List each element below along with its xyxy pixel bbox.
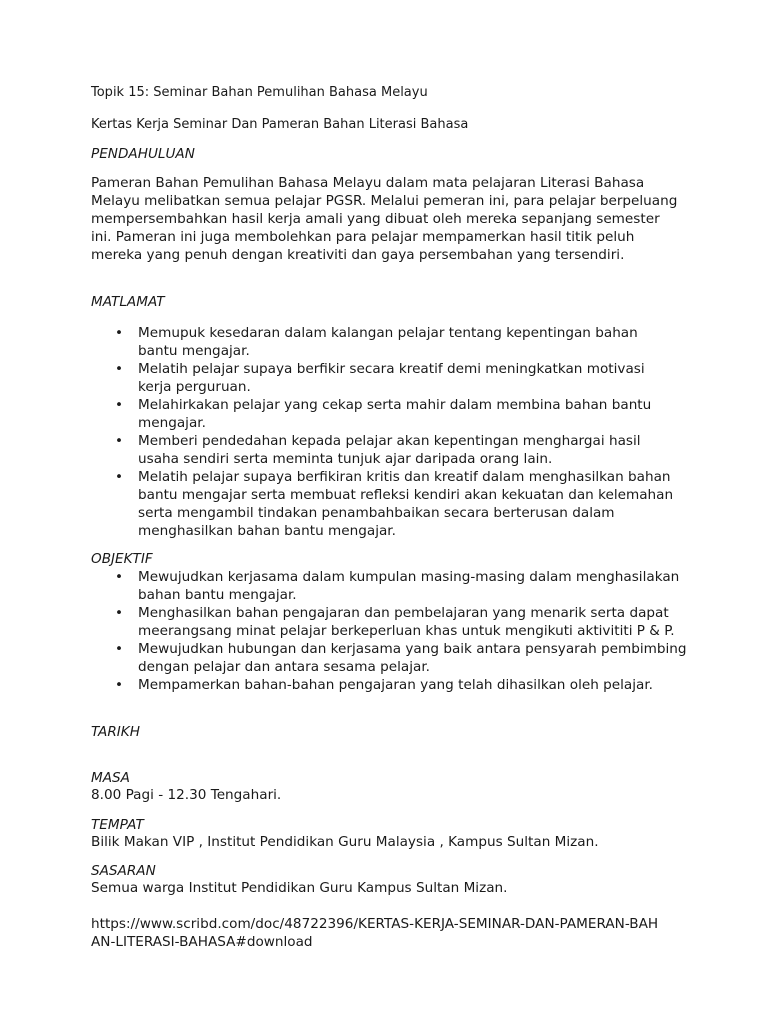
document-subtitle: Kertas Kerja Seminar Dan Pameran Bahan Literasi Bahasa: [91, 117, 469, 132]
masa-text: 8.00 Pagi - 12.30 Tengahari.: [91, 787, 282, 803]
masa-heading: MASA: [91, 770, 130, 786]
list-item: • Mewujudkan hubungan dan kerjasama yang baik antara pensyarah pembimbing dengan pelajar dan antara sesama pelajar.: [115, 641, 687, 675]
list-item: • Mempamerkan bahan-bahan pengajaran yang telah dihasilkan oleh pelajar.: [115, 677, 654, 693]
topic-title: Topik 15: Seminar Bahan Pemulihan Bahasa Melayu: [91, 85, 428, 100]
list-item: • Melatih pelajar supaya berfikir secara kreatif demi meningkatkan motivasi kerja perguruan.: [115, 361, 645, 395]
bullet-icon: •: [115, 677, 124, 693]
sasaran-heading: SASARAN: [91, 863, 156, 879]
bullet-icon: •: [115, 469, 124, 485]
bullet-icon: •: [115, 641, 124, 657]
pendahuluan-heading: PENDAHULUAN: [91, 146, 195, 162]
tempat-text: Bilik Makan VIP , Institut Pendidikan Guru Malaysia , Kampus Sultan Mizan.: [91, 834, 599, 850]
tarikh-heading: TARIKH: [91, 724, 140, 740]
bullet-icon: •: [115, 325, 124, 341]
bullet-icon: •: [115, 569, 124, 585]
list-item: • Menghasilkan bahan pengajaran dan pembelajaran yang menarik serta dapat meerangsang minat pelajar berkeperluan khas untuk mengikuti aktivititi P & P.: [115, 605, 675, 639]
list-item: • Memberi pendedahan kepada pelajar akan kepentingan menghargai hasil usaha sendiri serta meminta tunjuk ajar daripada orang lain.: [115, 433, 641, 467]
list-item: • Memupuk kesedaran dalam kalangan pelajar tentang kepentingan bahan bantu mengajar.: [115, 325, 638, 359]
objektif-list: [91, 568, 691, 694]
bullet-icon: •: [115, 361, 124, 377]
pendahuluan-text: Pameran Bahan Pemulihan Bahasa Melayu dalam mata pelajaran Literasi Bahasa Melayu melibatkan semua pelajar PGSR. Melalui pemeran ini, para pelajar berpeluang mempersembahkan hasil kerja amali yang dibuat oleh mereka sepanjang semester ini. Pameran ini juga membolehkan para pelajar mempamerkan hasil titik peluh mereka yang penuh dengan kreativiti dan gaya persembahan yang tersendiri.: [91, 175, 678, 263]
sasaran-text: Semua warga Institut Pendidikan Guru Kampus Sultan Mizan.: [91, 880, 508, 896]
matlamat-list: [91, 324, 681, 540]
bullet-icon: •: [115, 605, 124, 621]
source-link[interactable]: https://www.scribd.com/doc/48722396/KERTAS-KERJA-SEMINAR-DAN-PAMERAN-BAHAN-LITERASI-BAHASA#download: [91, 916, 659, 950]
tempat-heading: TEMPAT: [91, 817, 144, 833]
list-item: • Mewujudkan kerjasama dalam kumpulan masing-masing dalam menghasilakan bahan bantu mengajar.: [115, 569, 680, 603]
matlamat-heading: MATLAMAT: [91, 294, 165, 310]
objektif-heading: OBJEKTIF: [91, 551, 153, 567]
bullet-icon: •: [115, 397, 124, 413]
list-item: • Melahirkakan pelajar yang cekap serta mahir dalam membina bahan bantu mengajar.: [115, 397, 652, 431]
bullet-icon: •: [115, 433, 124, 449]
list-item: • Melatih pelajar supaya berfikiran kritis dan kreatif dalam menghasilkan bahan bantu mengajar serta membuat refleksi kendiri akan kekuatan dan kelemahan serta mengambil tindakan penambahbaikan secara berterusan dalam menghasilkan bahan bantu mengajar.: [115, 469, 674, 539]
